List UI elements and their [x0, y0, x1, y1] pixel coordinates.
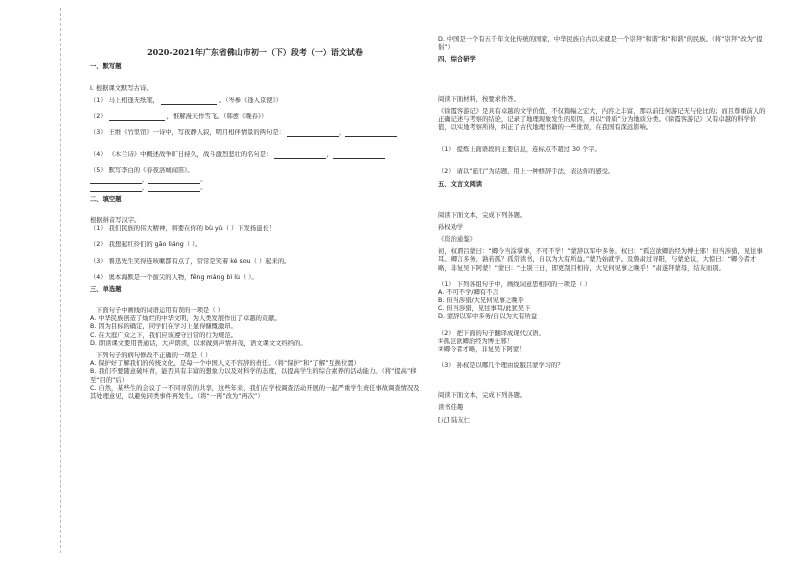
- left-column: [90, 30, 420, 401]
- answer-blank[interactable]: [148, 176, 200, 184]
- right-column: [438, 36, 768, 425]
- research-material: 《徐霞客游记》是具有卓越的文学价值，不仅篇幅之宏大，内容之丰富，那以前任何游记无与伦比的；而且尊重前人的正确记述与考察的结论，记录了地理现象发生的原因，并以“骨质”分为地质分类。《徐霞客游记》又有卓越的科学价值，以实地考察所得，纠正了古代地理书籍的一些讹误，在我国有深远影响。: [438, 107, 766, 132]
- section-heading-research: 四、综合研学: [438, 56, 476, 64]
- choice-q1-option-c: C. 在大庭广众之下，我们应该遵守日常的行为规范。: [90, 331, 237, 339]
- recitation-q1-tail: 。（岑参《逢入京使》）: [219, 96, 282, 104]
- binding-dashed-line: [60, 8, 61, 553]
- answer-blank[interactable]: [90, 176, 142, 184]
- section-heading-choice: 三、单选题: [90, 285, 122, 293]
- research-intro: 阅读下面材料，按要求作答。: [438, 95, 520, 103]
- classical-q3: （3） 孙权是以哪几个理由说服吕蒙学习的？: [438, 362, 564, 370]
- classical-q1-option-b: B. 但当涉猎/大兄何见事之晚乎: [438, 297, 525, 305]
- binding-margin: [36, 8, 86, 553]
- answer-blank[interactable]: [274, 151, 326, 159]
- choice-q2-option-a: A. 保护好了解我们的传统文化，是每一个中国人义不容辞的责任。（将“保护”和“了解”互换位置）: [90, 360, 360, 368]
- choice-q2-option-d: D. 中国是一个有五千年文化传统的国家，中华民族自古以来就是一个崇拜“和谐”和“和谐”的民族。（将“崇拜”改为“提倡”）: [438, 36, 763, 52]
- answer-blank[interactable]: [109, 113, 165, 121]
- page-title: 2020-2021年广东省佛山市初一（下）段考（一）语文试卷: [147, 47, 363, 57]
- recitation-q4-text: （4） 《木兰诗》中概述战争旷日持久，战斗激烈悲壮的名句是：: [90, 151, 273, 159]
- recitation-intro: I. 根据课文默写古诗。: [90, 84, 153, 92]
- choice-q2-stem: 下列句子的病句修改不正确的一项是（ ）: [96, 352, 212, 359]
- answer-blank[interactable]: [161, 97, 217, 105]
- recitation-q1-text: （1） 马上相逢无纸笔，: [90, 96, 159, 104]
- choice-q1-option-d: D. 朗读课文要用普通话，大声朗读，以求做到声情并茂，语文课文文绉绉的。: [90, 339, 307, 347]
- research-q2: （2） 请以“旅行”为话题，用上一种修辞手法，表达你的感受。: [438, 168, 615, 176]
- section-heading-recitation: 一、默写题: [90, 63, 122, 71]
- fill-intro: 根据拼音写汉字。: [90, 217, 141, 225]
- classical-q2-a: ①孤岂欲卿治经为博士邪！: [438, 337, 513, 345]
- classical-q2-stem: （2） 把下面的句子翻译成现代汉语。: [438, 329, 545, 337]
- recitation-q4: （4） 《木兰诗》中概述战争旷日持久，战斗激烈悲壮的名句是： ，: [90, 151, 420, 159]
- answer-blank[interactable]: [148, 184, 200, 192]
- answer-blank[interactable]: [345, 129, 397, 137]
- classical-author-2: [元] 陆友仁: [438, 416, 471, 424]
- classical-intro: 阅读下面文本，完成下列各题。: [438, 211, 527, 219]
- fill-q2: （2） 我想起红伶们的 gāo liáng（ ）。: [90, 241, 202, 249]
- section-heading-fill: 二、填空题: [90, 195, 122, 203]
- answer-blank[interactable]: [90, 184, 142, 192]
- fill-q4: （4） 奥本海默是一个拔尖的人物，fēng máng bì lù（ ）。: [90, 273, 258, 281]
- recitation-q2-text: ，惟解漫天作雪飞。（韩愈《晚春》）: [166, 112, 268, 120]
- section-heading-classical: 五、文言文阅读: [438, 180, 483, 188]
- classical-intro-2: 阅读下面文本，完成下列各题。: [438, 392, 527, 400]
- answer-blank[interactable]: [287, 129, 339, 137]
- classical-title-2: 读书佳趣: [438, 404, 464, 412]
- classical-q1-option-a: A. 不可不学/卿有不言: [438, 288, 499, 296]
- recitation-q2: [90, 113, 420, 121]
- choice-q1-option-b: B. 因为目标的确定，同学们在学习上显得慷慨激昂。: [90, 323, 237, 331]
- recitation-q2-head: （2）: [90, 112, 107, 120]
- recitation-q5: （5） 默写李白的《春夜洛城闻笛》。: [90, 167, 194, 175]
- recitation-q1: [90, 97, 420, 105]
- classical-text: 初，权谓吕蒙曰：“卿今当涂掌事，不可不学！”蒙辞以军中多务。权曰：“孤岂欲卿治经为博士邪！但当涉猎，见往事耳。卿言多务，孰若孤？孤常读书，自以为大有所益。”蒙乃始就学。及鲁肃过寻阳，与蒙论议，大惊曰：“卿今者才略，非复吴下阿蒙！”蒙曰：“士别三日，即更刮目相待，大兄何见事之晚乎！”肃遂拜蒙母，结友而别。: [438, 248, 763, 272]
- choice-q2-option-c: C. 自然，某些生的会议了一不同寻常的共享，这些年来，我们在学校调查活动开展的一起严重学生责任事故调查情况及其处理意见，以避免同类事件再发生。（将“一再”改为“再次”）: [90, 384, 420, 400]
- classical-q1-option-c: C. 但当涉猎，见往事耳/此犹吴下: [438, 305, 531, 313]
- classical-q1-option-d: D. 蒙辞以军中多务/自以为大有所益: [438, 313, 538, 321]
- fill-q3: （3） 鲁迅先生笑得连咳嗽都有点了，常常是笑着 ké sou（ ）起来的。: [90, 257, 291, 265]
- classical-q1-stem: （1） 下列各组句子中，画线词意思相同的一项是（ ）: [438, 280, 591, 288]
- fill-q1: （1） 我们民族的伟大精神，将要在你的 bù yù（ ）下发扬滋长！: [90, 225, 276, 233]
- recitation-q3: （3） 王维《竹里馆》一诗中，写夜静人寂，明月相伴情景的两句是： ，: [90, 129, 420, 137]
- choice-q2-option-b: B. 我们不要随意破坏青，能否具有丰富的想象力以及对科学的态度，以提高学生的综合素养的活动能力。（将“提高”移至“目的”后）: [90, 368, 417, 384]
- choice-q1-stem: 下面句子中画线的词语运用有误的一项是（ ）: [96, 307, 224, 315]
- classical-source: 《资治通鉴》: [438, 236, 476, 244]
- choice-q1-option-a: A. 中华民族创造了灿烂的中华文明，为人类发展作出了卓越的贡献。: [90, 315, 281, 323]
- research-q1: （1） 提炼上面语段的主要信息，连标点不超过 30 个字。: [438, 146, 601, 154]
- recitation-q3-text: （3） 王维《竹里馆》一诗中，写夜静人寂，明月相伴情景的两句是：: [90, 129, 285, 137]
- poem-blank-row: ， 。: [90, 176, 420, 184]
- answer-blank[interactable]: [333, 151, 385, 159]
- poem-blank-row: ， 。: [90, 184, 420, 192]
- classical-title: 孙权劝学: [438, 223, 464, 231]
- classical-q2-b: ②卿今者才略，非复吴下阿蒙！: [438, 345, 526, 353]
